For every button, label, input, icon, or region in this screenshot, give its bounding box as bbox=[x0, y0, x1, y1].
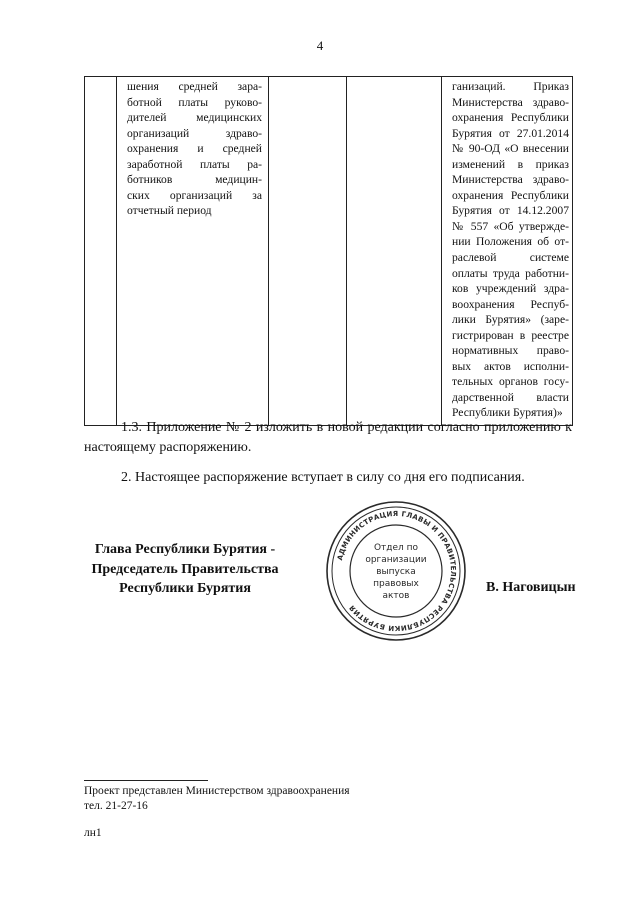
cell-line: тельных органов госу- bbox=[452, 375, 569, 389]
stamp-inner-line: организации bbox=[365, 555, 427, 565]
cell-line: изменений в приказ bbox=[452, 157, 569, 171]
table-cell-1 bbox=[85, 77, 117, 426]
cell-line: охранения Республики bbox=[452, 188, 569, 202]
cell-line: ков учреждений здра- bbox=[452, 282, 569, 296]
cell-line: организаций здраво- bbox=[127, 126, 262, 140]
cell-line: раслевой системе bbox=[452, 251, 569, 265]
cell-line: ганизаций. Приказ bbox=[452, 80, 569, 93]
stamp-inner-line: правовых bbox=[373, 579, 419, 589]
cell-line: вых актов исполни- bbox=[452, 359, 569, 373]
cell-line: охранения Республики bbox=[452, 111, 569, 125]
paragraph-1-3: 1.3. Приложение № 2 изложить в новой редакции согласно приложению к настоящему распоряжению. bbox=[84, 420, 572, 455]
cell-line: Республики Бурятия)» bbox=[452, 406, 563, 420]
cell-line: ботной платы руково- bbox=[127, 95, 262, 109]
cell-line: заработной платы ра- bbox=[127, 157, 262, 171]
footnote-divider bbox=[84, 780, 208, 781]
cell-line: Бурятия от 27.01.2014 bbox=[452, 126, 569, 140]
cell-line: № 90-ОД «О внесении bbox=[452, 142, 569, 156]
cell-line: гистрирован в реестре bbox=[452, 328, 569, 342]
page-number: 4 bbox=[316, 38, 324, 53]
cell-line: воохранения Респуб- bbox=[452, 297, 569, 311]
indicator-description bbox=[117, 77, 268, 219]
continued-table bbox=[84, 76, 573, 426]
cell-line: шения средней зара- bbox=[127, 80, 262, 93]
stamp-ring-text: АДМИНИСТРАЦИЯ ГЛАВЫ И ПРАВИТЕЛЬСТВА РЕСПУБЛИКИ БУРЯТИЯ bbox=[336, 509, 458, 633]
table-cell-3 bbox=[269, 77, 347, 426]
stamp-inner-line: выпуска bbox=[376, 567, 416, 577]
stamp-inner-line: Отдел по bbox=[373, 543, 419, 553]
cell-line: Министерства здраво- bbox=[452, 173, 569, 187]
signatory-title-line: Председатель Правительства bbox=[91, 561, 279, 577]
signatory-title-line: Республики Бурятия bbox=[119, 581, 251, 596]
signatory-title bbox=[70, 540, 300, 599]
signatory-title-line: Глава Республики Бурятия - bbox=[94, 542, 276, 557]
table-cell-4 bbox=[347, 77, 442, 426]
table-cell-5 bbox=[442, 77, 573, 426]
signatory-name: В. Наговицын bbox=[486, 580, 576, 595]
footnote-phone: тел. 21-27-16 bbox=[84, 800, 148, 812]
stamp-inner-line: актов bbox=[382, 591, 410, 601]
paragraph-2: 2. Настоящее распоряжение вступает в силу со дня его подписания. bbox=[121, 470, 525, 485]
official-stamp bbox=[325, 500, 467, 642]
cell-line: нии Положения об от- bbox=[452, 235, 569, 249]
cell-line: Бурятия от 14.12.2007 bbox=[452, 204, 569, 218]
cell-line: отчетный период bbox=[127, 204, 212, 218]
footnote-project-note: Проект представлен Министерством здравоохранения bbox=[84, 785, 350, 797]
table-cell-2 bbox=[117, 77, 269, 426]
table-row bbox=[85, 77, 573, 426]
footnote-code: лн1 bbox=[84, 827, 102, 839]
cell-line: ских организаций за bbox=[127, 188, 262, 202]
legal-basis-text bbox=[442, 77, 572, 425]
cell-line: № 557 «Об утвержде- bbox=[452, 219, 569, 233]
cell-line: охранения и средней bbox=[127, 142, 262, 156]
cell-line: нормативных право- bbox=[452, 344, 569, 358]
cell-line: Министерства здраво- bbox=[452, 95, 569, 109]
cell-line: лики Бурятия» (заре- bbox=[452, 313, 569, 327]
cell-line: дителей медицинских bbox=[127, 111, 262, 125]
cell-line: оплаты труда работни- bbox=[452, 266, 569, 280]
cell-line: ботников медицин- bbox=[127, 173, 262, 187]
cell-line: дарственной власти bbox=[452, 390, 569, 404]
